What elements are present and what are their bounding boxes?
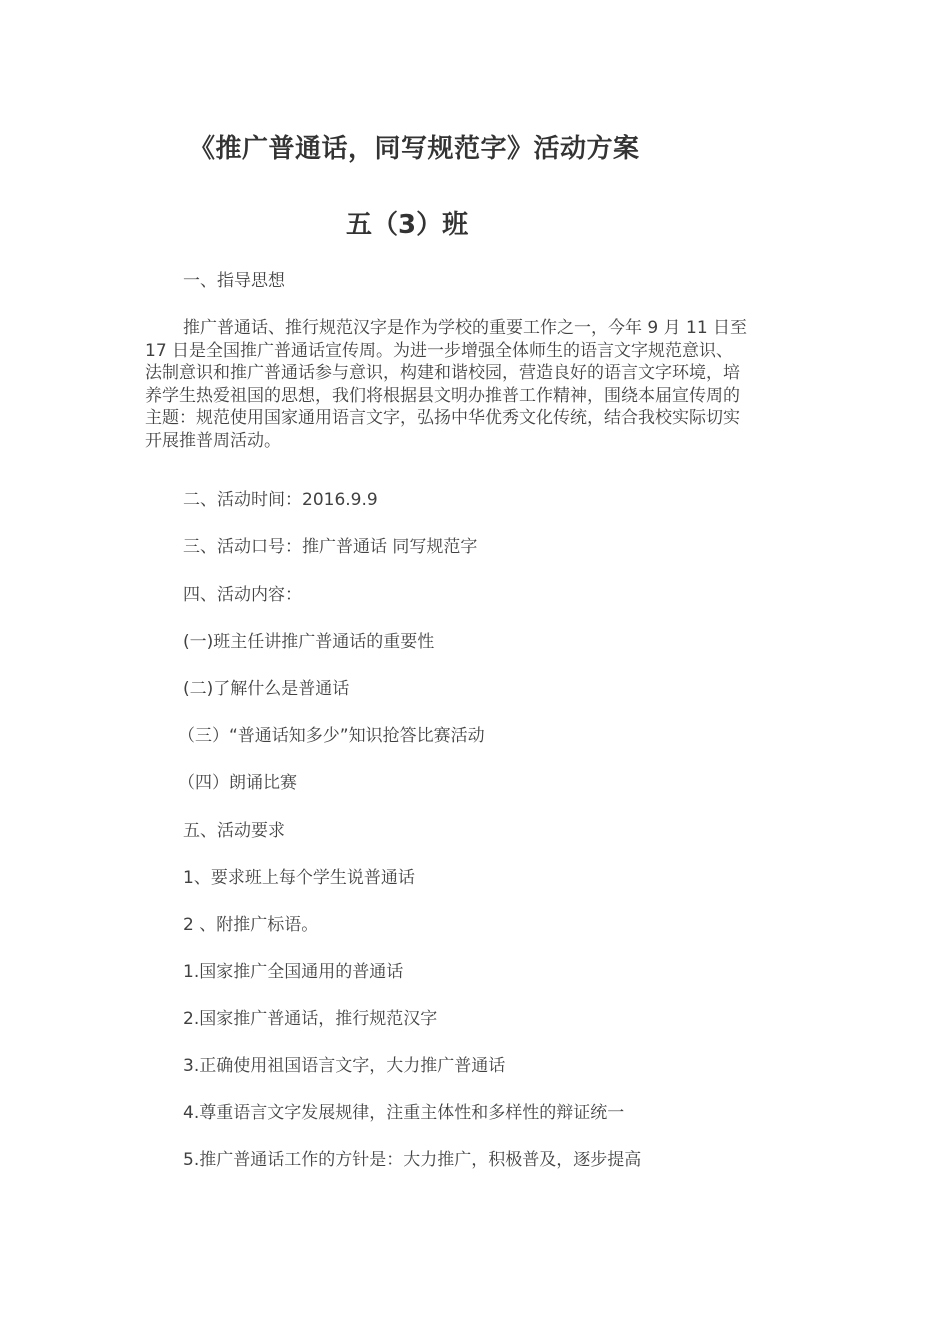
slogan-item: 1.国家推广全国通用的普通话: [183, 962, 404, 982]
paragraph-line: 17 日是全国推广普通话宣传周。为进一步增强全体师生的语言文字规范意识、: [145, 340, 734, 361]
paragraph-line: 法制意识和推广普通话参与意识，构建和谐校园，营造良好的语言文字环境，培: [145, 363, 740, 383]
content-item: （四）朗诵比赛: [178, 773, 297, 793]
paragraph-line: 主题：规范使用国家通用语言文字，弘扬中华优秀文化传统，结合我校实际切实: [145, 408, 740, 428]
document-title: 《推广普通话，同写规范字》活动方案: [189, 134, 640, 164]
slogan-item: 5.推广普通话工作的方针是：大力推广，积极普及，逐步提高: [183, 1150, 642, 1170]
requirement-item: 1、要求班上每个学生说普通话: [183, 868, 415, 888]
content-item: (二)了解什么是普通话: [183, 679, 350, 699]
content-item: (一)班主任讲推广普通话的重要性: [183, 632, 435, 652]
activity-time: 二、活动时间：2016.9.9: [183, 490, 378, 510]
guiding-ideology-paragraph: [145, 317, 815, 452]
slogan-item: 4.尊重语言文字发展规律，注重主体性和多样性的辩证统一: [183, 1103, 625, 1123]
paragraph-line: 养学生热爱祖国的思想，我们将根据县文明办推普工作精神，围绕本届宣传周的: [145, 385, 740, 406]
slogan-item: 3.正确使用祖国语言文字，大力推广普通话: [183, 1056, 506, 1076]
content-item: （三）“普通话知多少”知识抢答比赛活动: [178, 726, 485, 746]
section-heading-guiding-ideology: 一、指导思想: [183, 271, 285, 291]
activity-slogan: 三、活动口号：推广普通话 同写规范字: [183, 537, 478, 557]
paragraph-line: 推广普通话、推行规范汉字是作为学校的重要工作之一，今年 9 月 11 日至: [183, 318, 748, 338]
slogan-item: 2.国家推广普通话，推行规范汉字: [183, 1009, 438, 1029]
requirement-item: 2 、附推广标语。: [183, 915, 319, 935]
section-heading-activity-content: 四、活动内容：: [183, 585, 302, 605]
paragraph-line: 开展推普周活动。: [145, 430, 281, 451]
section-heading-requirements: 五、活动要求: [183, 821, 285, 841]
document-subtitle: 五（3）班: [346, 210, 469, 240]
